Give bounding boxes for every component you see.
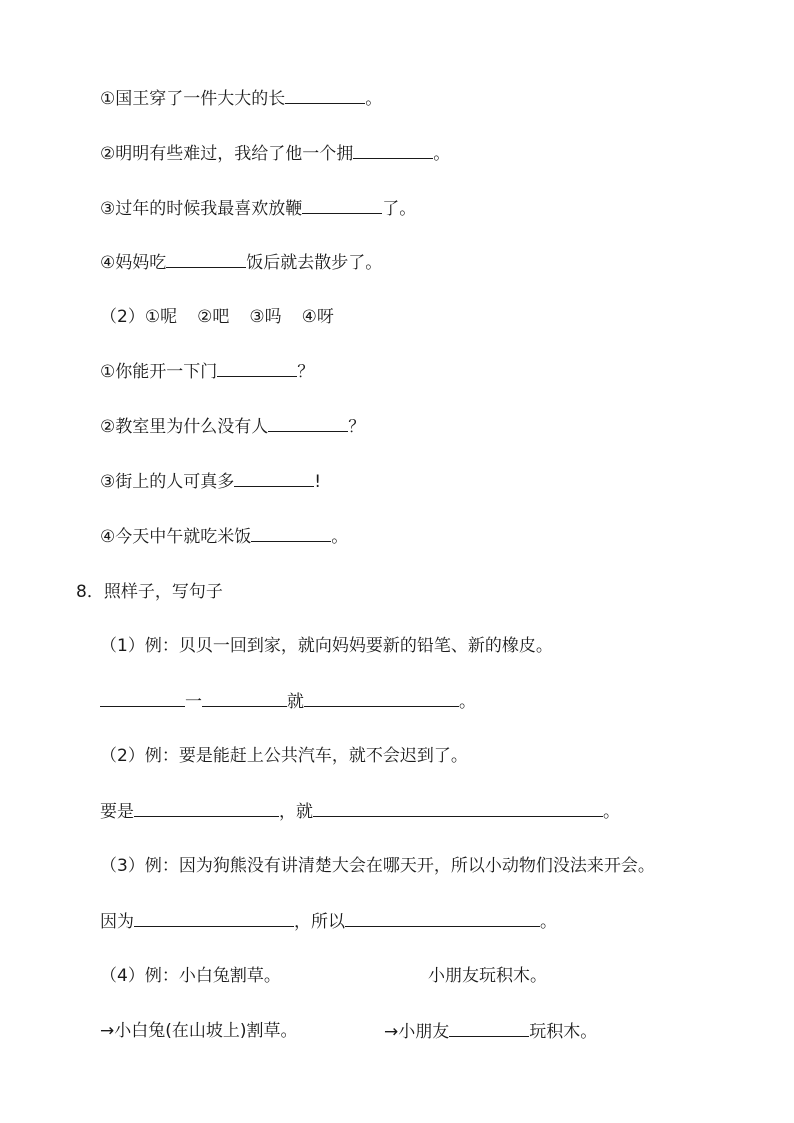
answer-blank[interactable] — [268, 414, 348, 432]
item-text-end: 。 — [433, 144, 451, 164]
option-4: ④呀 — [301, 307, 334, 327]
item-text: ②明明有些难过，我给了他一个拥 — [100, 144, 354, 164]
fill-item-4 — [100, 250, 382, 275]
item-text: ①你能开一下门 — [100, 362, 218, 382]
connector-word: 就 — [287, 692, 304, 712]
example-4-answer-left: →小白兔(在山坡上)割草。 — [100, 1021, 298, 1041]
item-text-end: ？ — [297, 362, 315, 382]
answer-blank[interactable] — [134, 799, 279, 817]
question-8-title: 8．照样子，写句子 — [76, 582, 223, 602]
example-1-sentence: （1）例：贝贝一回到家，就向妈妈要新的铅笔、新的橡皮。 — [100, 636, 553, 656]
connector-word: 一 — [185, 692, 202, 712]
connector-word: 要是 — [100, 802, 134, 822]
option-1: ①呢 — [144, 307, 178, 327]
answer-blank[interactable] — [134, 909, 294, 927]
answer-blank[interactable] — [251, 524, 331, 542]
fill-item-7 — [100, 469, 321, 494]
item-text: ④今天中午就吃米饭 — [100, 527, 252, 547]
fill-item-3 — [100, 196, 416, 221]
example-4-sentence-left: （4）例：小白兔割草。 — [100, 966, 281, 986]
option-3: ③吗 — [249, 307, 282, 327]
sentence-end: 。 — [603, 802, 620, 822]
answer-blank[interactable] — [100, 689, 185, 707]
option-2: ②吧 — [197, 307, 230, 327]
answer-blank[interactable] — [302, 196, 382, 214]
part2-header — [100, 305, 334, 329]
sentence-end: 。 — [459, 692, 476, 712]
connector-word: ，所以 — [294, 912, 345, 932]
item-text-end: 。 — [331, 527, 349, 547]
item-text-end: ! — [314, 472, 322, 492]
answer-blank[interactable] — [313, 799, 603, 817]
fill-item-2 — [100, 141, 450, 166]
fill-item-6 — [100, 414, 365, 439]
item-text-end: ？ — [348, 417, 366, 437]
answer-blank[interactable] — [304, 689, 459, 707]
answer-blank[interactable] — [234, 469, 314, 487]
example-4-answer-right — [384, 1019, 597, 1044]
item-text-end: 饭后就去散步了。 — [246, 253, 383, 273]
answer-blank[interactable] — [353, 141, 433, 159]
answer-blank[interactable] — [449, 1019, 529, 1037]
answer-blank[interactable] — [166, 250, 246, 268]
item-text: ②教室里为什么没有人 — [100, 417, 269, 437]
item-text: ③过年的时候我最喜欢放鞭 — [100, 199, 303, 219]
connector-word: 因为 — [100, 912, 134, 932]
answer-blank[interactable] — [217, 359, 297, 377]
answer-prefix: →小朋友 — [384, 1022, 450, 1042]
item-text: ③街上的人可真多 — [100, 472, 235, 492]
item-text-end: 。 — [365, 89, 383, 109]
item-text: ④妈妈吃 — [100, 253, 167, 273]
example-3-answer-row — [100, 909, 557, 934]
item-text: ①国王穿了一件大大的长 — [100, 89, 286, 109]
answer-blank[interactable] — [202, 689, 287, 707]
fill-item-8 — [100, 524, 348, 549]
answer-suffix: 玩积木。 — [529, 1022, 598, 1042]
part-label: （2） — [100, 307, 145, 327]
item-text-end: 了。 — [382, 199, 417, 219]
connector-word: ，就 — [279, 802, 313, 822]
example-2-sentence: （2）例：要是能赶上公共汽车，就不会迟到了。 — [100, 746, 468, 766]
answer-blank[interactable] — [285, 86, 365, 104]
example-3-sentence: （3）例：因为狗熊没有讲清楚大会在哪天开，所以小动物们没法来开会。 — [100, 856, 655, 876]
answer-blank[interactable] — [345, 909, 540, 927]
example-4-sentence-right: 小朋友玩积木。 — [428, 966, 547, 986]
fill-item-5 — [100, 359, 314, 384]
sentence-end: 。 — [540, 912, 557, 932]
fill-item-1 — [100, 86, 382, 111]
example-2-answer-row — [100, 799, 620, 824]
example-1-answer-row — [100, 689, 476, 714]
